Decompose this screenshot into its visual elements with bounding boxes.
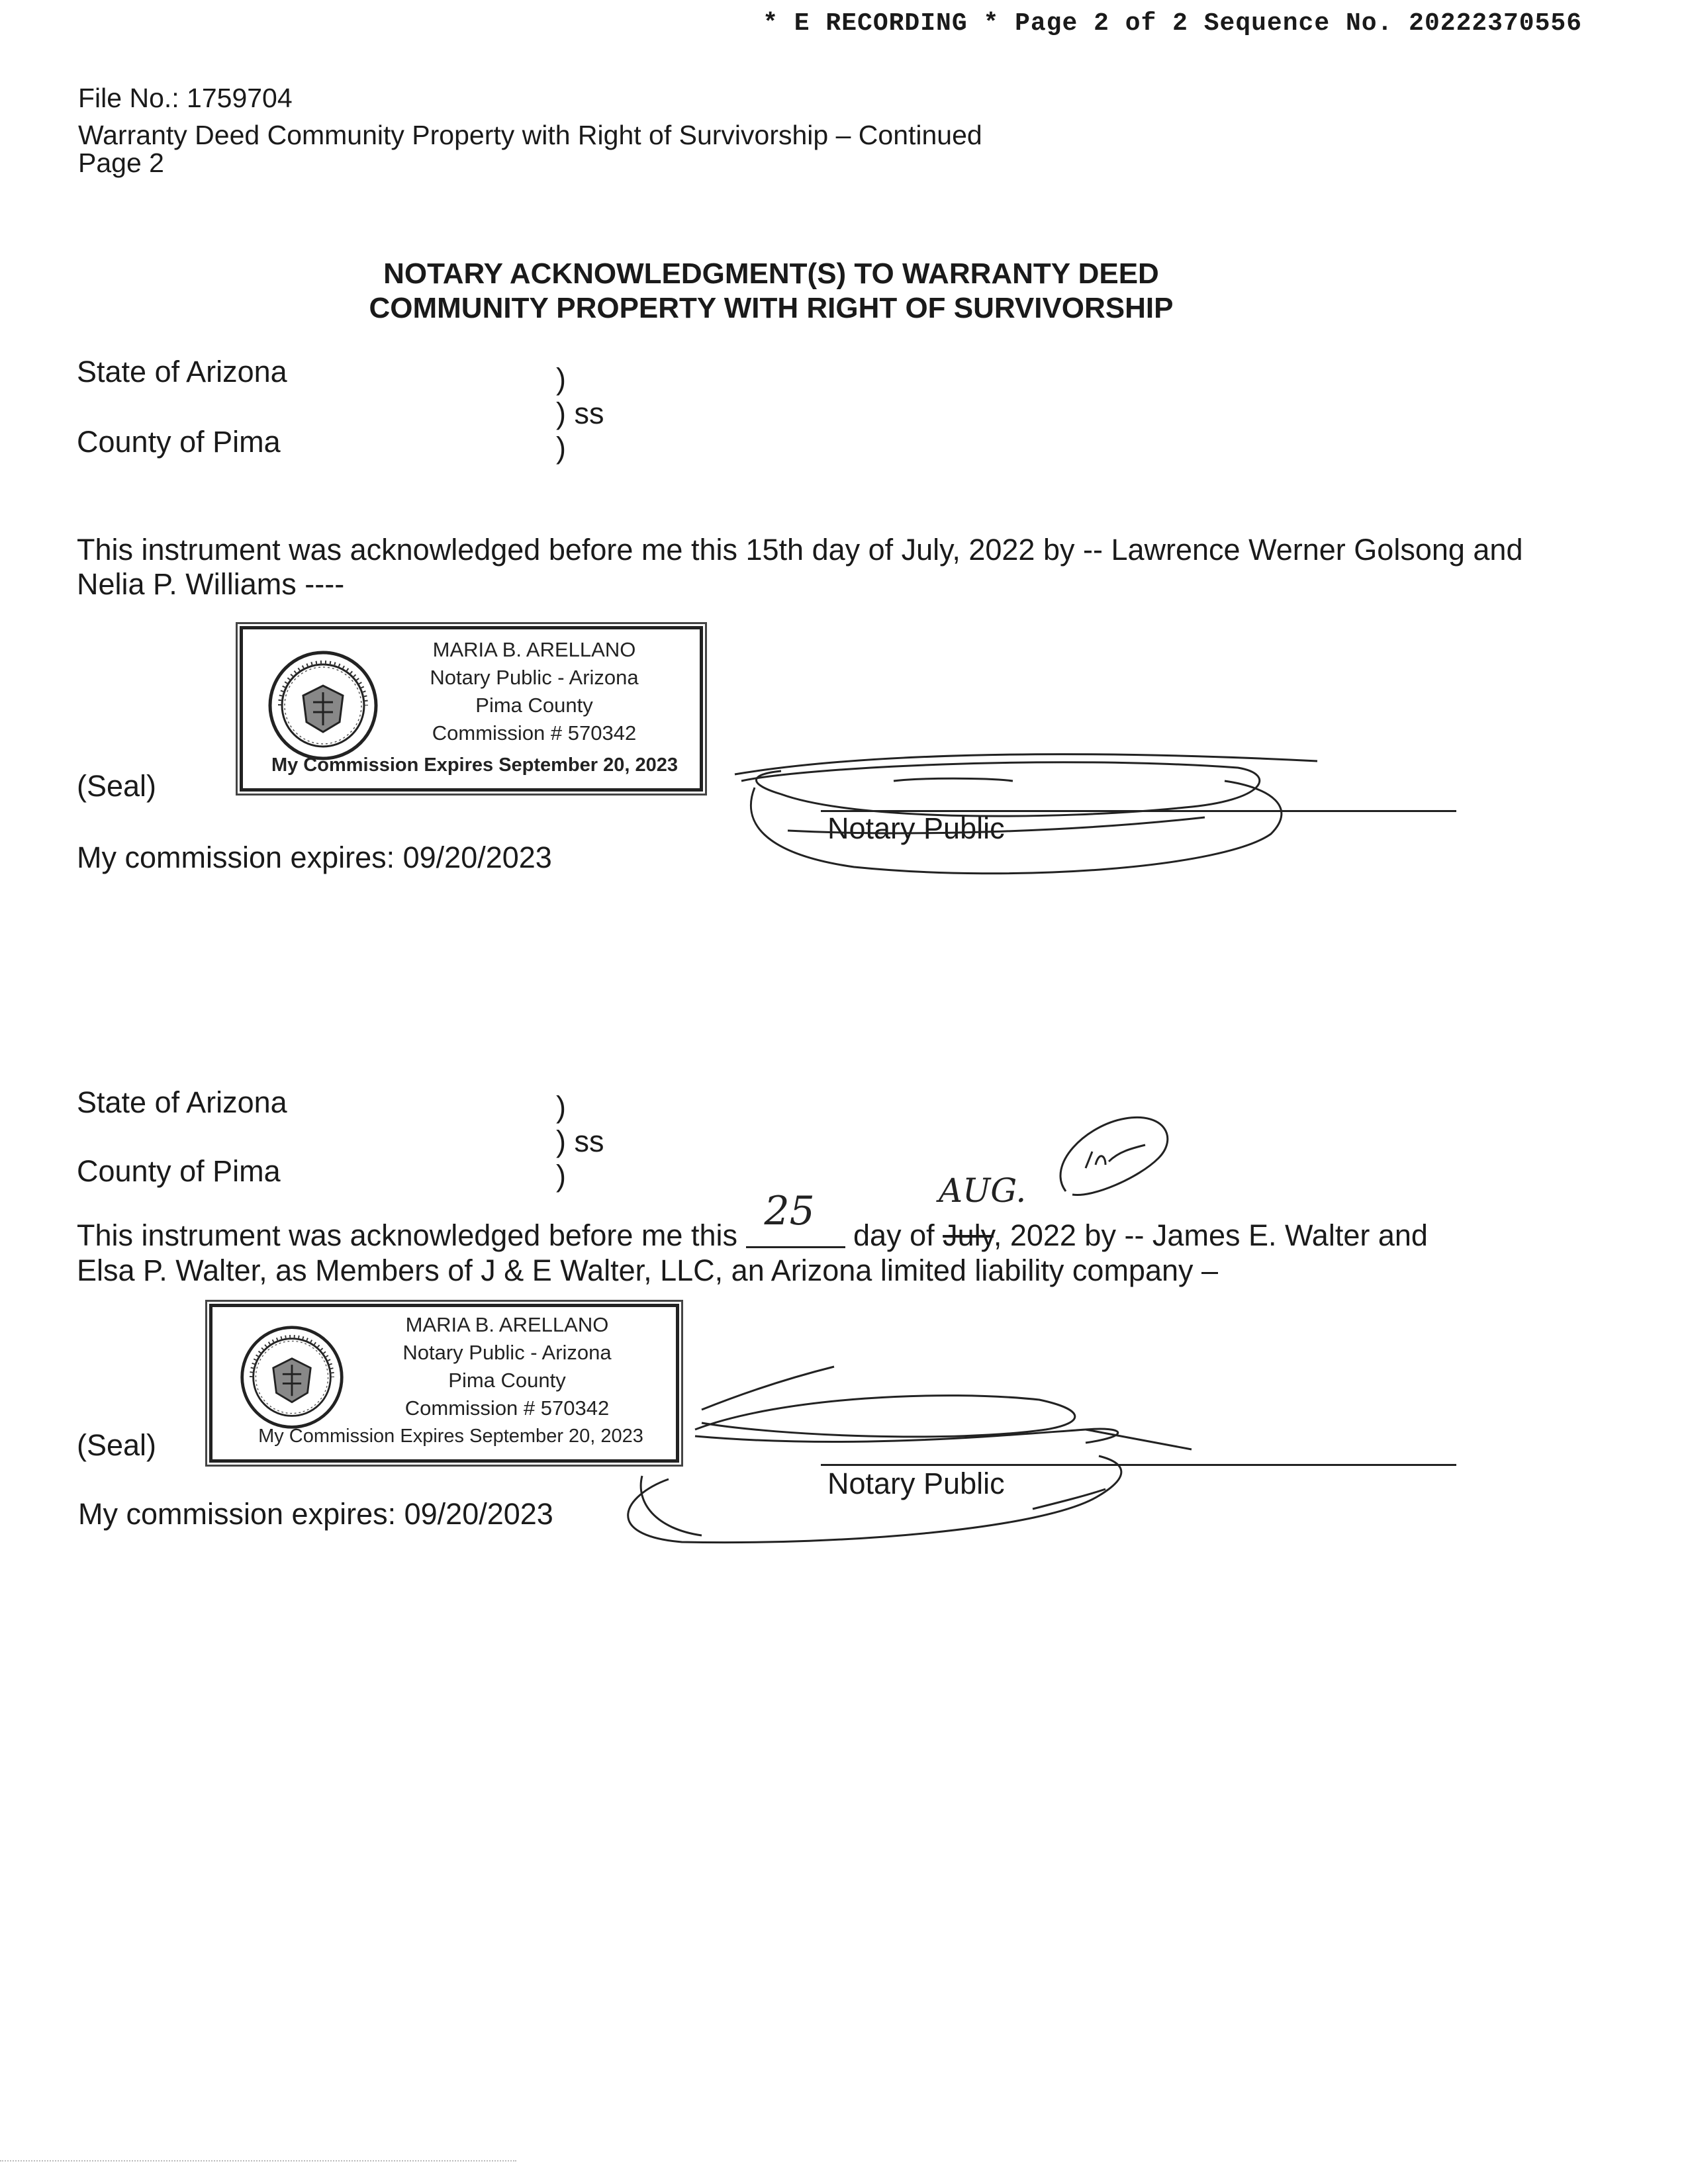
commission-expires: My commission expires: 09/20/2023 — [77, 841, 552, 874]
venue-paren: ) — [556, 1159, 566, 1193]
document-title: Warranty Deed Community Property with Right of Survivorship – Continued — [78, 120, 982, 150]
stamp-expiration: My Commission Expires September 20, 2023 — [271, 754, 679, 776]
seal-label: (Seal) — [77, 769, 157, 803]
notary-signature — [722, 741, 1331, 887]
notary-public-label: Notary Public — [827, 811, 1005, 845]
scan-artifact — [0, 2160, 516, 2161]
handwritten-day: 25 — [764, 1188, 815, 1234]
file-number: File No.: 1759704 — [78, 83, 293, 113]
notary-stamp — [209, 1304, 679, 1463]
acknowledgment-text: This instrument was acknowledged before me this 15th day of July, 2022 by -- Lawrence Werner Golsong and — [77, 533, 1523, 567]
stamp-county: Pima County — [475, 694, 593, 717]
stamp-title: Notary Public - Arizona — [430, 666, 639, 689]
commission-expires: My commission expires: 09/20/2023 — [78, 1497, 553, 1531]
acknowledgment-text-end: , 2022 by -- James E. Walter and — [993, 1218, 1428, 1252]
section-title-line1: NOTARY ACKNOWLEDGMENT(S) TO WARRANTY DEED — [383, 257, 1159, 290]
handwritten-month: AUG. — [939, 1171, 1027, 1210]
notary-stamp — [240, 626, 703, 792]
venue-county: County of Pima — [77, 425, 281, 459]
acknowledgment-text-cont: Nelia P. Williams ---- — [77, 567, 345, 601]
initials-circle — [1046, 1112, 1178, 1211]
acknowledgment-text-mid: day of — [853, 1218, 935, 1252]
struck-month: July — [943, 1218, 994, 1252]
stamp-county: Pima County — [448, 1369, 566, 1392]
venue-state: State of Arizona — [77, 355, 287, 388]
section-title-line2: COMMUNITY PROPERTY WITH RIGHT OF SURVIVORSHIP — [369, 292, 1174, 324]
notary-signature-line — [821, 1464, 1456, 1466]
stamp-expiration: My Commission Expires September 20, 2023 — [258, 1426, 643, 1447]
venue-county: County of Pima — [77, 1154, 281, 1188]
notary-public-label: Notary Public — [827, 1467, 1005, 1500]
notary-seal-icon — [267, 649, 379, 762]
notary-seal-icon — [239, 1324, 345, 1430]
stamp-commission: Commission # 570342 — [432, 721, 637, 745]
day-blank — [746, 1188, 845, 1248]
stamp-commission: Commission # 570342 — [404, 1396, 610, 1420]
stamp-name: MARIA B. ARELLANO — [405, 1313, 609, 1336]
acknowledgment-text-cont: Elsa P. Walter, as Members of J & E Walter, LLC, an Arizona limited liability company – — [77, 1253, 1219, 1287]
page-number: Page 2 — [78, 148, 164, 178]
seal-label: (Seal) — [77, 1428, 157, 1462]
venue-ss: ) ss — [556, 396, 604, 430]
venue-paren: ) — [556, 1090, 566, 1124]
acknowledgment-text-start: This instrument was acknowledged before me this — [77, 1218, 737, 1252]
stamp-title: Notary Public - Arizona — [402, 1341, 612, 1364]
stamp-name: MARIA B. ARELLANO — [432, 638, 636, 661]
recording-header: * E RECORDING * Page 2 of 2 Sequence No. 20222370556 — [763, 9, 1582, 38]
venue-paren: ) — [556, 362, 566, 396]
venue-ss: ) ss — [556, 1124, 604, 1158]
venue-paren: ) — [556, 431, 566, 465]
venue-state: State of Arizona — [77, 1085, 287, 1119]
